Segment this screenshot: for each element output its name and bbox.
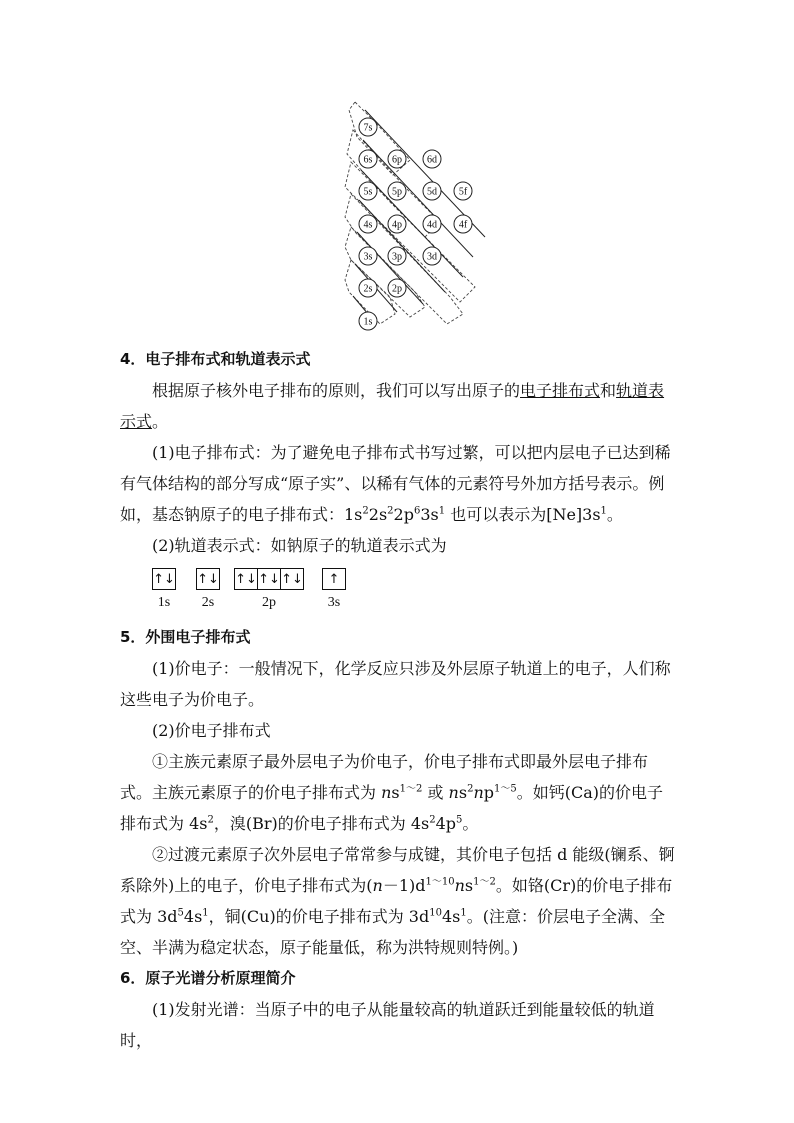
orbital-node-3p <box>388 247 406 265</box>
orbital-label: 3d <box>427 251 437 263</box>
t: 。 <box>606 505 623 524</box>
orbital-node-3d <box>423 247 441 265</box>
sup: 5 <box>177 907 184 919</box>
orbital-box: ↑↓ <box>152 568 176 590</box>
section5-p4 <box>120 839 676 963</box>
intro-text: 根据原子核外电子排布的原则，我们可以写出原子的 <box>152 381 521 400</box>
orbital-node-7s <box>359 118 377 136</box>
t: －1)d <box>382 876 426 895</box>
t: ，铜(Cu)的价电子排布式为 3d <box>208 907 430 926</box>
orbital-3s <box>322 568 345 590</box>
orbital-label: 4f <box>458 219 468 231</box>
sup: 1～5 <box>494 783 517 795</box>
orbital-filling-order-diagram <box>335 92 495 337</box>
section5-p1: (1)价电子：一般情况下，化学反应只涉及外层原子轨道上的电子，人们称这些电子为价电子。 <box>120 659 671 709</box>
sodium-orbital-diagram <box>152 568 452 618</box>
sup: 1～2 <box>473 876 496 888</box>
sup: 2 <box>362 505 369 517</box>
t: s <box>464 876 474 895</box>
orbital-1s <box>152 568 175 590</box>
orbital-node-1s <box>359 312 377 330</box>
t: ②过渡元素原子次外层电子常常参与成键，其价电子包括 d 能级(镧系、锕系除外)上的电子，价电子排布式为( <box>120 845 675 895</box>
orbital-box: ↑ <box>322 568 346 590</box>
orbital-node-3s <box>359 247 377 265</box>
orbital-node-4d <box>423 215 441 233</box>
orbital-label: 5d <box>427 186 437 198</box>
sup: 2 <box>429 814 436 826</box>
t: p <box>483 783 495 802</box>
orbital-node-5d <box>423 182 441 200</box>
t: s <box>458 783 468 802</box>
sup: 2 <box>467 783 474 795</box>
orbital-label: 4s <box>363 219 373 231</box>
section4-heading: 4．电子排布式和轨道表示式 <box>120 350 311 368</box>
sup: 1～10 <box>425 876 455 888</box>
section6-heading: 6．原子光谱分析原理简介 <box>120 969 296 987</box>
label-3s: 3s <box>327 595 341 610</box>
intro-after: 。 <box>152 412 169 431</box>
loop-5 <box>345 227 425 317</box>
t: 4s <box>183 907 203 926</box>
n: n <box>454 876 465 895</box>
sup: 1 <box>600 505 607 517</box>
sup: 10 <box>429 907 442 919</box>
sup: 1 <box>202 907 209 919</box>
intro-mid: 和 <box>600 381 617 400</box>
orbital-node-6p <box>388 150 406 168</box>
orbital-node-5p <box>388 182 406 200</box>
orbital-label: 2p <box>392 283 402 295</box>
orbital-box: ↑↓ <box>234 568 258 590</box>
orbital-node-6d <box>423 150 441 168</box>
orbital-box: ↑↓ <box>196 568 220 590</box>
orbital-label: 6s <box>363 154 373 166</box>
orbital-label: 5p <box>392 186 402 198</box>
sup: 6 <box>413 505 421 517</box>
n: n <box>372 876 383 895</box>
orbital-label: 7s <box>363 122 373 134</box>
t: 。如钙(Ca)的价电子排布式为 4s <box>120 783 664 833</box>
t: ，溴(Br)的价电子排布式为 4s <box>213 814 430 833</box>
sup: 1 <box>460 907 467 919</box>
sup: 5 <box>456 814 463 826</box>
orbital-label: 4d <box>427 219 437 231</box>
t: 4p <box>435 814 457 833</box>
orbital-node-4s <box>359 215 377 233</box>
sup: 2 <box>387 505 394 517</box>
sup: 2 <box>207 814 214 826</box>
orbital-label: 1s <box>363 316 373 328</box>
orbital-node-4f <box>454 215 472 233</box>
orbital-label: 5s <box>363 186 373 198</box>
t: 3s <box>420 505 439 524</box>
sup: 1～2 <box>399 783 423 795</box>
t: 。 <box>462 814 479 833</box>
label-2p: 2p <box>262 595 276 610</box>
orbital-node-5f <box>454 182 472 200</box>
orbital-node-2s <box>359 279 377 297</box>
term-orbital-diagram: 轨道表示式 <box>120 381 665 431</box>
section4-p2: (2)轨道表示式：如钠原子的轨道表示式为 <box>152 536 447 555</box>
orbital-nodes <box>359 118 472 330</box>
section6-p1: (1)发射光谱：当原子中的电子从能量较高的轨道跃迁到能量较低的轨道时， <box>120 1000 655 1050</box>
n: n <box>448 783 459 802</box>
section4-intro <box>120 375 676 437</box>
section4-p1 <box>120 437 676 530</box>
orbital-node-6s <box>359 150 377 168</box>
t: 。如铬(Cr)的价电子排布式为 3d <box>120 876 673 926</box>
t: 或 <box>422 783 449 802</box>
section5-heading: 5．外围电子排布式 <box>120 628 251 646</box>
orbital-node-4p <box>388 215 406 233</box>
orbital-node-2p <box>388 279 406 297</box>
orbital-label: 6p <box>392 154 402 166</box>
sup: 1 <box>438 505 446 517</box>
p1-text: (1)电子排布式：为了避免电子排布式书写过繁，可以把内层电子已达到稀有气体结构的部分写成“原子实”、以稀有气体的元素符号外加方括号表示。例如，基态钠原子的电子排布式：1s <box>120 443 671 524</box>
term-electron-config: 电子排布式 <box>520 381 601 400</box>
orbital-box: ↑↓ <box>280 568 304 590</box>
section5-p3 <box>120 746 676 839</box>
orbital-label: 5f <box>458 186 468 198</box>
orbital-label: 4p <box>392 219 402 231</box>
n: n <box>381 783 392 802</box>
t: ①主族元素原子最外层电子为价电子，价电子排布式即最外层电子排布式。主族元素原子的价电子排布式为 <box>120 752 649 802</box>
t: 2p <box>393 505 414 524</box>
orbital-2s <box>196 568 219 590</box>
t: 2s <box>368 505 388 524</box>
n: n <box>473 783 484 802</box>
section5-p2: (2)价电子排布式 <box>152 721 271 740</box>
orbital-box: ↑↓ <box>257 568 281 590</box>
orbital-label: 2s <box>363 283 373 295</box>
t: 4s <box>441 907 461 926</box>
label-1s: 1s <box>157 595 171 610</box>
t: 也可以表示为[Ne]3s <box>445 505 601 524</box>
t: 。(注意：价层电子全满、全空、半满为稳定状态，原子能量低，称为洪特规则特例。) <box>120 907 665 957</box>
t: s <box>391 783 400 802</box>
orbital-label: 3s <box>363 251 373 263</box>
filling-order-svg <box>335 92 495 337</box>
orbital-label: 6d <box>427 154 437 166</box>
orbital-2p <box>234 568 303 590</box>
label-2s: 2s <box>201 595 215 610</box>
orbital-label: 3p <box>392 251 402 263</box>
orbital-node-5s <box>359 182 377 200</box>
